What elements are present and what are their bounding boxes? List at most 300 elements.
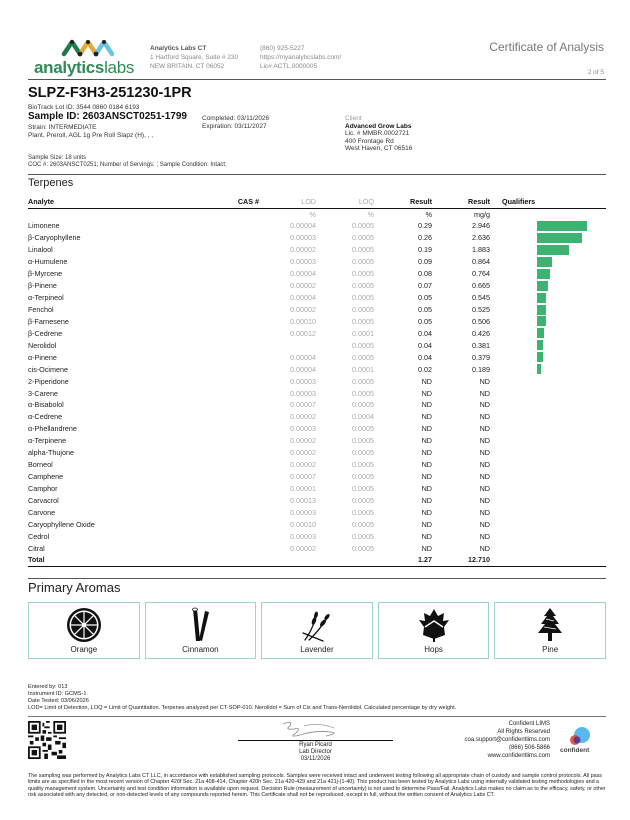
signature-line — [238, 740, 393, 741]
lims-phone: (866) 506-5866 — [508, 745, 550, 751]
loq-cell: 0.0005 — [352, 495, 374, 505]
analyte-cell: α-Pinene — [28, 352, 57, 362]
table-row — [28, 483, 606, 495]
section-divider — [28, 174, 606, 175]
unit-result-pct: % — [425, 209, 432, 219]
table-row — [28, 351, 606, 363]
result-bar — [537, 221, 587, 231]
result-mg-cell: 0.426 — [472, 328, 490, 338]
table-row — [28, 339, 606, 351]
cas-cell — [228, 506, 259, 518]
loq-cell: 0.0005 — [352, 340, 374, 350]
qualifier-cell — [490, 387, 606, 399]
result-pct-cell: 0.04 — [418, 352, 432, 362]
cas-cell — [228, 351, 259, 363]
table-row — [28, 471, 606, 483]
lod-cell: 0.00004 — [290, 352, 316, 362]
analyte-cell: Fenchol — [28, 304, 54, 314]
client-address-2: West Haven, CT 06516 — [345, 145, 413, 152]
aroma-card-pine — [494, 602, 606, 659]
result-mg-cell: ND — [479, 376, 490, 386]
result-pct-cell: ND — [421, 460, 432, 470]
qualifier-cell — [490, 530, 606, 542]
lod-cell: 0.00002 — [290, 245, 316, 255]
lod-cell: 0.00002 — [290, 448, 316, 458]
terpenes-table — [28, 196, 606, 567]
aroma-label: Hops — [424, 645, 443, 654]
table-row — [28, 268, 606, 280]
result-mg-cell: ND — [479, 543, 490, 553]
loq-cell: 0.0005 — [352, 269, 374, 279]
loq-cell: 0.0005 — [352, 376, 374, 386]
result-mg-cell: ND — [479, 448, 490, 458]
sample-dates — [202, 115, 269, 131]
signature-block — [238, 718, 393, 766]
lims-url-link[interactable]: www.confidentlims.com — [487, 753, 550, 759]
lod-cell: 0.00001 — [290, 484, 316, 494]
analyte-cell: alpha-Thujone — [28, 448, 74, 458]
loq-cell: 0.0005 — [352, 460, 374, 470]
table-row — [28, 315, 606, 327]
loq-cell: 0.0005 — [352, 293, 374, 303]
qualifier-cell — [490, 280, 606, 292]
result-bar — [537, 293, 546, 303]
result-mg-cell: ND — [479, 400, 490, 410]
logo-wave-icon — [60, 36, 120, 58]
table-row — [28, 232, 606, 244]
analyte-cell: Camphor — [28, 484, 58, 494]
table-row — [28, 399, 606, 411]
analyte-cell: α-Terpinene — [28, 436, 67, 446]
lab-info — [150, 44, 238, 71]
result-mg-cell: ND — [479, 436, 490, 446]
result-mg-cell: ND — [479, 388, 490, 398]
cas-cell — [228, 268, 259, 280]
result-pct-cell: 0.05 — [418, 316, 432, 326]
loq-cell: 0.0005 — [352, 448, 374, 458]
signatory — [238, 742, 393, 763]
aroma-label: Cinnamon — [182, 645, 219, 654]
analyte-cell: α-Bisabolol — [28, 400, 64, 410]
qualifier-cell — [490, 375, 606, 387]
lod-cell: 0.00004 — [290, 221, 316, 231]
lab-phone: (860) 925-5227 — [260, 45, 305, 52]
col-qualifiers: Qualifiers — [490, 196, 606, 208]
result-pct-cell: ND — [421, 376, 432, 386]
loq-cell: 0.0005 — [352, 436, 374, 446]
result-bar — [537, 233, 582, 243]
table-row — [28, 363, 606, 375]
lod-cell: 0.00002 — [290, 412, 316, 422]
result-pct-cell: 0.04 — [418, 328, 432, 338]
qr-code-icon[interactable] — [28, 721, 66, 759]
aromas-list — [28, 602, 606, 659]
result-mg-cell: 0.545 — [472, 293, 490, 303]
col-analyte: Analyte — [28, 196, 228, 208]
lod-cell: 0.00012 — [290, 328, 316, 338]
lims-email-link[interactable]: coa.support@confidentlims.com — [464, 737, 550, 743]
table-row — [28, 435, 606, 447]
result-pct-cell: ND — [421, 484, 432, 494]
result-mg-cell: 0.379 — [472, 352, 490, 362]
qualifier-cell — [490, 339, 606, 351]
table-header-row — [28, 196, 606, 208]
cinnamon-stick-icon — [182, 607, 218, 643]
aroma-label: Orange — [70, 645, 98, 654]
result-pct-cell: 0.19 — [418, 245, 432, 255]
lab-license: Lic# ACTL.0000005 — [260, 63, 318, 70]
lab-address-2: NEW BRITAIN, CT 06052 — [150, 63, 225, 70]
lod-cell: 0.00004 — [290, 269, 316, 279]
client-info — [345, 115, 412, 153]
lod-cell: 0.00002 — [290, 281, 316, 291]
lab-url-link[interactable]: https://myanalyticslabs.com/ — [260, 54, 342, 61]
result-pct-cell: ND — [421, 472, 432, 482]
qualifier-cell — [490, 506, 606, 518]
page-header — [28, 30, 606, 80]
cas-cell — [228, 542, 259, 554]
table-row — [28, 411, 606, 423]
document-title: Certificate of Analysis — [489, 40, 604, 54]
lod-cell: 0.00004 — [290, 364, 316, 374]
loq-cell: 0.0005 — [352, 507, 374, 517]
analyte-cell: 3-Carene — [28, 388, 58, 398]
biotrack-lot-id: BioTrack Lot ID: 3544 0860 0184 6193 — [28, 104, 140, 111]
loq-cell: 0.0005 — [352, 221, 374, 231]
result-bar — [537, 281, 548, 291]
aroma-card-orange — [28, 602, 140, 659]
analyte-cell: β-Myrcene — [28, 269, 63, 279]
result-mg-cell: ND — [479, 507, 490, 517]
analyte-cell: Borneol — [28, 460, 53, 470]
hops-icon — [416, 607, 452, 643]
qualifier-cell — [490, 244, 606, 256]
result-pct-cell: ND — [421, 495, 432, 505]
qualifier-cell — [490, 232, 606, 244]
total-mg: 12.710 — [432, 554, 490, 566]
loq-cell: 0.0005 — [352, 531, 374, 541]
aroma-label: Lavender — [300, 645, 334, 654]
analyte-cell: β-Caryophyllene — [28, 233, 81, 243]
result-bar — [537, 316, 546, 326]
result-bar — [537, 352, 543, 362]
lims-name: Confident LIMS — [508, 721, 550, 727]
cas-cell — [228, 292, 259, 304]
result-mg-cell: 2.946 — [472, 221, 490, 231]
analyte-cell: Cedrol — [28, 531, 50, 541]
analyte-cell: β-Farnesene — [28, 316, 69, 326]
col-cas: CAS # — [228, 196, 259, 208]
sample-id: Sample ID: 2603ANSCT0251-1799 — [28, 111, 187, 122]
table-row — [28, 292, 606, 304]
aroma-card-lavender — [261, 602, 373, 659]
qualifier-cell — [490, 399, 606, 411]
result-pct-cell: ND — [421, 448, 432, 458]
result-mg-cell: ND — [479, 519, 490, 529]
cas-cell — [228, 339, 259, 351]
loq-cell: 0.0005 — [352, 400, 374, 410]
analyte-cell: Carvacrol — [28, 495, 59, 505]
lod-cell: 0.00004 — [290, 293, 316, 303]
qualifier-cell — [490, 304, 606, 316]
analyte-cell: Nerolidol — [28, 340, 57, 350]
analyte-cell: 2-Piperidone — [28, 376, 69, 386]
loq-cell: 0.0001 — [352, 328, 374, 338]
table-row — [28, 304, 606, 316]
lod-cell: 0.00010 — [290, 316, 316, 326]
result-pct-cell: ND — [421, 400, 432, 410]
lod-cell: 0.00003 — [290, 388, 316, 398]
result-pct-cell: ND — [421, 531, 432, 541]
table-row — [28, 280, 606, 292]
loq-cell: 0.0005 — [352, 304, 374, 314]
result-bar — [537, 305, 546, 315]
cas-cell — [228, 220, 259, 232]
result-pct-cell: ND — [421, 424, 432, 434]
result-mg-cell: 0.525 — [472, 304, 490, 314]
qualifier-cell — [490, 315, 606, 327]
cas-cell — [228, 232, 259, 244]
loq-cell: 0.0001 — [352, 364, 374, 374]
result-mg-cell: 0.506 — [472, 316, 490, 326]
lod-cell: 0.00010 — [290, 519, 316, 529]
qualifier-cell — [490, 327, 606, 339]
pine-tree-icon — [532, 607, 568, 643]
coc-info: COC #: 2603ANSCT0251; Number of Servings: ; Sample Condition: Intact; — [28, 162, 227, 168]
expiration-date: Expiration: 03/11/2027 — [202, 123, 267, 130]
result-bar — [537, 245, 569, 255]
terpenes-section-title: Terpenes — [28, 177, 74, 189]
cas-cell — [228, 375, 259, 387]
result-bar — [537, 364, 541, 374]
table-row — [28, 375, 606, 387]
analyte-cell: cis-Ocimene — [28, 364, 68, 374]
qualifier-cell — [490, 459, 606, 471]
cas-cell — [228, 471, 259, 483]
sample-size: Sample Size: 18 units — [28, 155, 87, 161]
result-pct-cell: ND — [421, 543, 432, 553]
loq-cell: 0.0005 — [352, 316, 374, 326]
result-pct-cell: 0.09 — [418, 257, 432, 267]
table-row — [28, 495, 606, 507]
analyte-cell: α-Terpineol — [28, 293, 64, 303]
cas-cell — [228, 435, 259, 447]
qualifier-cell — [490, 363, 606, 375]
cas-cell — [228, 483, 259, 495]
qualifier-cell — [490, 220, 606, 232]
result-mg-cell: ND — [479, 495, 490, 505]
result-pct-cell: ND — [421, 507, 432, 517]
table-row — [28, 447, 606, 459]
loq-cell: 0.0005 — [352, 484, 374, 494]
lab-address-1: 1 Hartford Square, Suite # 230 — [150, 54, 239, 61]
col-loq: LOQ — [316, 196, 374, 208]
sample-code: SLPZ-F3H3-251230-1PR — [28, 85, 192, 101]
signatory-title: Lab Director — [299, 749, 332, 755]
total-row — [28, 554, 606, 566]
strain-info — [28, 124, 153, 140]
result-mg-cell: ND — [479, 472, 490, 482]
confident-logo-icon — [560, 726, 600, 748]
lod-cell: 0.00003 — [290, 531, 316, 541]
cas-cell — [228, 256, 259, 268]
aroma-card-hops — [378, 602, 490, 659]
qualifier-cell — [490, 411, 606, 423]
cas-cell — [228, 363, 259, 375]
lab-name: Analytics Labs CT — [150, 45, 207, 52]
analyte-cell: Camphene — [28, 472, 64, 482]
qualifier-cell — [490, 471, 606, 483]
lod-cell: 0.00003 — [290, 257, 316, 267]
lod-cell: 0.00003 — [290, 424, 316, 434]
cas-cell — [228, 304, 259, 316]
result-bar — [537, 340, 543, 350]
table-row — [28, 220, 606, 232]
cas-cell — [228, 518, 259, 530]
result-pct-cell: ND — [421, 519, 432, 529]
completed-date: Completed: 03/11/2026 — [202, 115, 270, 122]
qualifier-cell — [490, 542, 606, 554]
analyte-cell: α-Humulene — [28, 257, 68, 267]
client-name: Advanced Grow Labs — [345, 122, 412, 130]
client-label: Client — [345, 115, 362, 122]
cas-cell — [228, 399, 259, 411]
table-row — [28, 327, 606, 339]
col-lod: LOD — [259, 196, 316, 208]
lod-cell: 0.00002 — [290, 460, 316, 470]
result-mg-cell: 0.665 — [472, 281, 490, 291]
result-mg-cell: 0.864 — [472, 257, 490, 267]
lims-rights: All Rights Reserved — [497, 729, 550, 735]
lod-cell: 0.00007 — [290, 472, 316, 482]
page-number: 2 of 5 — [587, 69, 604, 76]
table-row — [28, 530, 606, 542]
cas-cell — [228, 411, 259, 423]
client-license: Lic. # MMBR.0002721 — [345, 130, 410, 137]
loq-cell: 0.0005 — [352, 257, 374, 267]
result-pct-cell: 0.26 — [418, 233, 432, 243]
result-bar — [537, 257, 552, 267]
qualifier-cell — [490, 351, 606, 363]
analyte-cell: Caryophyllene Oxide — [28, 519, 95, 529]
signature-date: 03/11/2026 — [300, 756, 331, 762]
primary-aromas-title: Primary Aromas — [28, 580, 121, 595]
result-mg-cell: ND — [479, 460, 490, 470]
result-bar — [537, 269, 550, 279]
total-label: Total — [28, 554, 228, 566]
analyte-cell: Carvone — [28, 507, 56, 517]
lavender-icon — [299, 607, 335, 643]
result-pct-cell: 0.07 — [418, 281, 432, 291]
lab-contact — [260, 44, 341, 71]
result-mg-cell: ND — [479, 412, 490, 422]
lims-info — [465, 720, 550, 760]
lod-cell: 0.00002 — [290, 543, 316, 553]
unit-loq: % — [367, 209, 374, 219]
result-mg-cell: 1.883 — [472, 245, 490, 255]
lod-cell: 0.00013 — [290, 495, 316, 505]
table-row — [28, 459, 606, 471]
cas-cell — [228, 423, 259, 435]
cas-cell — [228, 244, 259, 256]
table-row — [28, 256, 606, 268]
lod-cell: 0.00007 — [290, 400, 316, 410]
result-pct-cell: 0.29 — [418, 221, 432, 231]
disclaimer: The sampling was performed by Analytics Labs CT LLC, in accordance with established sampling protocols. Samples were received intact and underwent testing following all appropriate chain of custody and sample control protocols. All pass limits are as specified in the most recent version of Chapter 420f Sec. 21a 408-414, Chapter 420h Sec. 21a 420-429 and 21a 421j-(1-40). This product has been tested by Analytics Labs using internally validated testing methodologies and a quality management system. Uncertainty and test condition information is available upon request. Decision Rule (measurement of uncertainty) is not used to determine Pass/Fail. Analytics Labs makes no claim as to the efficacy, safety, or other risk associated with any detected, or non-detected levels of any compounds reported herein. This Certificate shall not be reproduced, except in full, without the written consent of Analytics Labs CT. — [28, 773, 606, 799]
test-notes — [28, 684, 456, 712]
signatory-name: Ryan Picard — [299, 742, 332, 748]
logo-wordmark: analyticslabs — [34, 58, 135, 77]
result-pct-cell: 0.02 — [418, 364, 432, 374]
loq-cell: 0.0005 — [352, 281, 374, 291]
analytics-labs-logo — [34, 36, 144, 78]
col-result-pct: Result — [374, 196, 432, 208]
lod-cell: 0.00003 — [290, 376, 316, 386]
loq-cell: 0.0005 — [352, 424, 374, 434]
cas-cell — [228, 530, 259, 542]
unit-result-mg: mg/g — [474, 209, 490, 219]
confident-logo-text: confident — [560, 747, 590, 754]
result-bar — [537, 328, 544, 338]
instrument-id: Instrument ID: GCMS-1 — [28, 691, 87, 697]
loq-cell: 0.0004 — [352, 412, 374, 422]
result-mg-cell: 0.764 — [472, 269, 490, 279]
table-row — [28, 423, 606, 435]
result-pct-cell: 0.04 — [418, 340, 432, 350]
analyte-cell: α-Phellandrene — [28, 424, 77, 434]
legend-note: LOD= Limit of Detection, LOQ = Limit of Quantitation. Terpenes analyzed per CT-SOP-010. Nerolidol = Sum of Cis and Trans-Nerolidol. Calculated percentage by dry weight. — [28, 705, 457, 711]
qualifier-cell — [490, 292, 606, 304]
qualifier-cell — [490, 518, 606, 530]
strain: Strain: INTERMEDIATE — [28, 124, 97, 131]
units-row — [28, 208, 606, 220]
lod-cell: 0.00002 — [290, 436, 316, 446]
qualifier-cell — [490, 495, 606, 507]
cas-cell — [228, 495, 259, 507]
result-mg-cell: ND — [479, 424, 490, 434]
qualifier-cell — [490, 256, 606, 268]
table-row — [28, 387, 606, 399]
lod-cell — [259, 339, 316, 351]
table-row — [28, 542, 606, 554]
qualifier-cell — [490, 435, 606, 447]
analyte-cell: α-Cedrene — [28, 412, 63, 422]
table-row — [28, 506, 606, 518]
analyte-cell: Citral — [28, 543, 45, 553]
footer-divider — [28, 716, 606, 717]
loq-cell: 0.0005 — [352, 543, 374, 553]
result-pct-cell: ND — [421, 436, 432, 446]
result-mg-cell: 0.381 — [472, 340, 490, 350]
table-row — [28, 244, 606, 256]
lod-cell: 0.00003 — [290, 507, 316, 517]
loq-cell: 0.0005 — [352, 245, 374, 255]
analyte-cell: Limonene — [28, 221, 60, 231]
result-mg-cell: ND — [479, 484, 490, 494]
sample-size-info — [28, 155, 227, 169]
result-pct-cell: ND — [421, 388, 432, 398]
result-mg-cell: 0.189 — [472, 364, 490, 374]
loq-cell: 0.0005 — [352, 472, 374, 482]
qualifier-cell — [490, 447, 606, 459]
analyte-cell: β-Pinene — [28, 281, 57, 291]
aroma-card-cinnamon — [145, 602, 257, 659]
result-pct-cell: 0.05 — [418, 293, 432, 303]
cas-cell — [228, 280, 259, 292]
section-divider — [28, 578, 606, 579]
unit-lod: % — [309, 209, 316, 219]
analyte-cell: β-Cedrene — [28, 328, 63, 338]
